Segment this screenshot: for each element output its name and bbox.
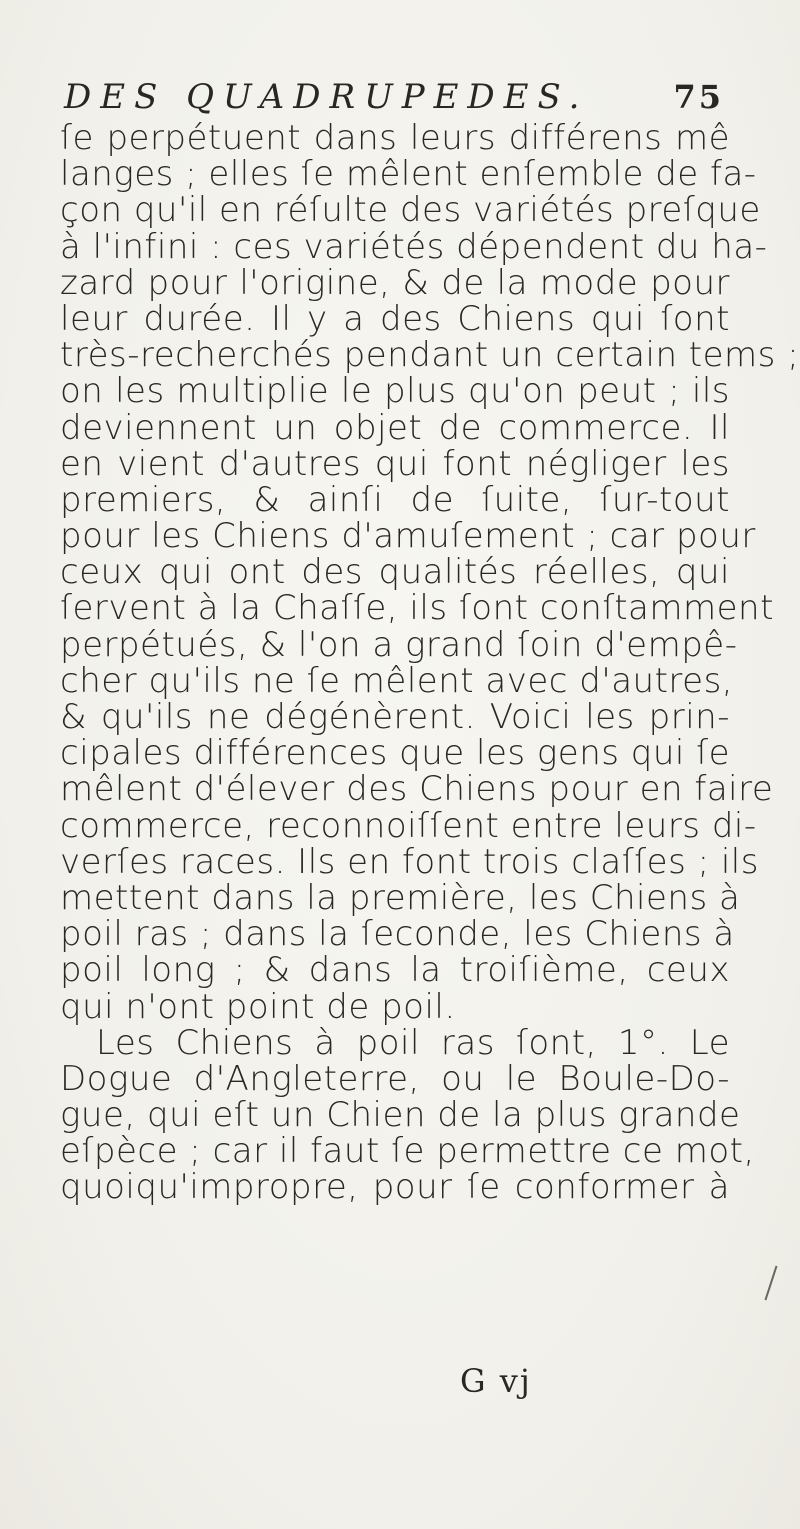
text-line: çon qu'il en réſulte des variétés preſque bbox=[60, 190, 761, 231]
text-line: commerce, reconnoiſſent entre leurs di- bbox=[60, 805, 757, 846]
text-line: ſervent à la Chaſſe, ils ſont conſtamment bbox=[60, 588, 774, 629]
running-title: DES QUADRUPEDES. bbox=[64, 77, 589, 117]
text-line: quoiqu'impropre, pour ſe conformer à bbox=[60, 1167, 730, 1208]
text-line: eſpèce ; car il faut ſe permettre ce mot, bbox=[60, 1131, 755, 1172]
body-text bbox=[60, 118, 800, 1208]
text-line: qui n'ont point de poil. bbox=[60, 986, 456, 1027]
text-line: mêlent d'élever des Chiens pour en faire bbox=[60, 769, 774, 810]
text-line: on les multiplie le plus qu'on peut ; ils bbox=[60, 371, 730, 412]
text-line: pour les Chiens d'amuſement ; car pour bbox=[60, 516, 756, 557]
text-line: cipales différences que les gens qui ſe bbox=[60, 733, 731, 774]
text-line: leur durée. Il y a des Chiens qui ſont bbox=[60, 298, 730, 339]
text-line: langes ; elles ſe mêlent enſemble de fa- bbox=[60, 154, 757, 195]
text-line: cher qu'ils ne ſe mêlent avec d'autres, bbox=[60, 660, 734, 701]
text-line: mettent dans la première, les Chiens à bbox=[60, 877, 741, 918]
text-line: en vient d'autres qui font négliger les bbox=[60, 443, 730, 484]
text-line: ceux qui ont des qualités réelles, qui bbox=[60, 552, 730, 593]
page-header bbox=[64, 72, 724, 122]
text-line: à l'infini : ces variétés dépendent du ha- bbox=[60, 226, 768, 267]
text-line: premiers, & ainſi de ſuite, ſur-tout bbox=[60, 479, 730, 520]
text-line: zard pour l'origine, & de la mode pour bbox=[60, 262, 730, 303]
text-line: très-recherchés pendant un certain tems ; bbox=[60, 335, 800, 376]
text-line: perpétués, & l'on a grand ſoin d'empê- bbox=[60, 624, 738, 665]
page-number: 75 bbox=[673, 78, 724, 116]
text-line: poil ras ; dans la ſeconde, les Chiens à bbox=[60, 914, 735, 955]
margin-pencil-mark bbox=[764, 1266, 777, 1301]
text-line: Dogue d'Angleterre, ou le Boule-Do- bbox=[60, 1058, 730, 1099]
text-line: & qu'ils ne dégénèrent. Voici les prin- bbox=[60, 697, 730, 737]
text-line: verſes races. Ils en font trois claſſes ; ils bbox=[60, 841, 759, 882]
text-line: ſe perpétuent dans leurs différens mê bbox=[60, 118, 730, 158]
signature-mark: G vj bbox=[460, 1362, 532, 1400]
text-line: gue, qui eſt un Chien de la plus grande bbox=[60, 1095, 741, 1136]
text-line: poil long ; & dans la troiſième, ceux bbox=[60, 950, 730, 991]
text-line: Les Chiens à poil ras ſont, 1°. Le bbox=[96, 1022, 730, 1063]
text-line: deviennent un objet de commerce. Il bbox=[60, 407, 730, 448]
